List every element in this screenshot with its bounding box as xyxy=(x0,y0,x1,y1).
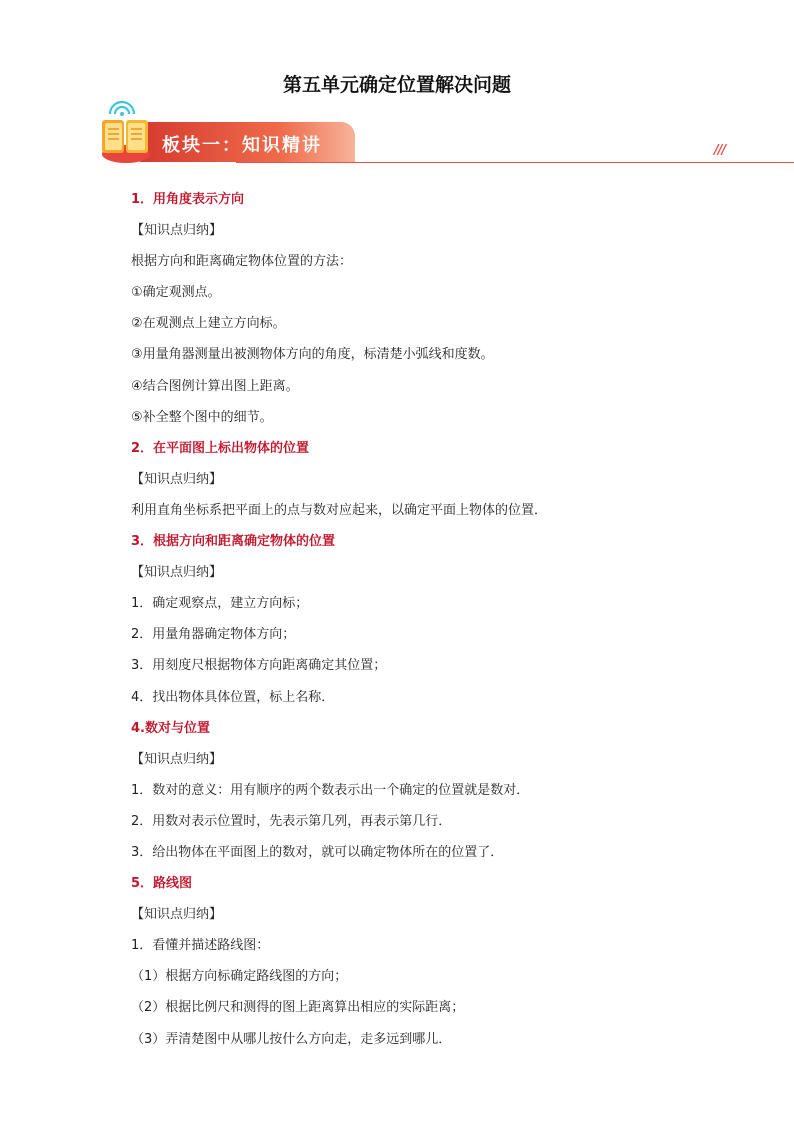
body-line: 【知识点归纳】 xyxy=(131,565,223,581)
body-line: 2．用量角器确定物体方向； xyxy=(131,627,296,643)
body-line: （3）弄清楚图中从哪儿按什么方向走，走多远到哪儿． xyxy=(131,1031,452,1047)
body-line: 利用直角坐标系把平面上的点与数对应起来，以确定平面上物体的位置． xyxy=(131,502,548,518)
section-heading: 4.数对与位置 xyxy=(131,720,210,736)
body-line: 3．给出物体在平面图上的数对，就可以确定物体所在的位置了． xyxy=(131,844,504,860)
body-line: 1．确定观察点，建立方向标； xyxy=(131,596,309,612)
section-heading: 5．路线图 xyxy=(131,876,193,892)
body-line: ①确定观测点。 xyxy=(131,285,221,301)
book-icon xyxy=(96,100,160,166)
body-line: 【知识点归纳】 xyxy=(131,223,223,239)
section-heading: 3．根据方向和距离确定物体的位置 xyxy=(131,534,336,550)
page-title: 第五单元确定位置解决问题 xyxy=(282,74,511,96)
body-line: 1．数对的意义：用有顺序的两个数表示出一个确定的位置就是数对． xyxy=(131,782,530,798)
section-heading: 1．用角度表示方向 xyxy=(131,192,245,207)
body-line: ④结合图例计算出图上距离。 xyxy=(131,378,299,394)
section-banner xyxy=(96,100,736,170)
body-line: 【知识点归纳】 xyxy=(131,751,223,767)
body-line: 3．用刻度尺根据物体方向距离确定其位置； xyxy=(131,658,387,674)
section-heading: 2．在平面图上标出物体的位置 xyxy=(131,440,310,456)
body-line: ②在观测点上建立方向标。 xyxy=(131,316,286,332)
banner-label: 板块一：知识精讲 xyxy=(162,135,322,156)
banner-slashes: /// xyxy=(714,143,726,158)
body-line: ⑤补全整个图中的细节。 xyxy=(131,409,273,425)
body-line: （1）根据方向标确定路线图的方向； xyxy=(131,969,348,985)
body-line: 1．看懂并描述路线图： xyxy=(131,938,270,954)
body-line: 【知识点归纳】 xyxy=(131,471,223,487)
body-line: 2．用数对表示位置时，先表示第几列，再表示第几行． xyxy=(131,813,452,829)
body-line: 根据方向和距离确定物体位置的方法： xyxy=(131,254,353,270)
banner-underline xyxy=(236,162,794,163)
body-line: ③用量角器测量出被测物体方向的角度，标清楚小弧线和度数。 xyxy=(131,347,494,363)
body-line: 4．找出物体具体位置，标上名称． xyxy=(131,689,335,705)
body-line: 【知识点归纳】 xyxy=(131,907,223,923)
body-line: （2）根据比例尺和测得的图上距离算出相应的实际距离； xyxy=(131,1000,465,1016)
document-body xyxy=(131,190,731,1061)
